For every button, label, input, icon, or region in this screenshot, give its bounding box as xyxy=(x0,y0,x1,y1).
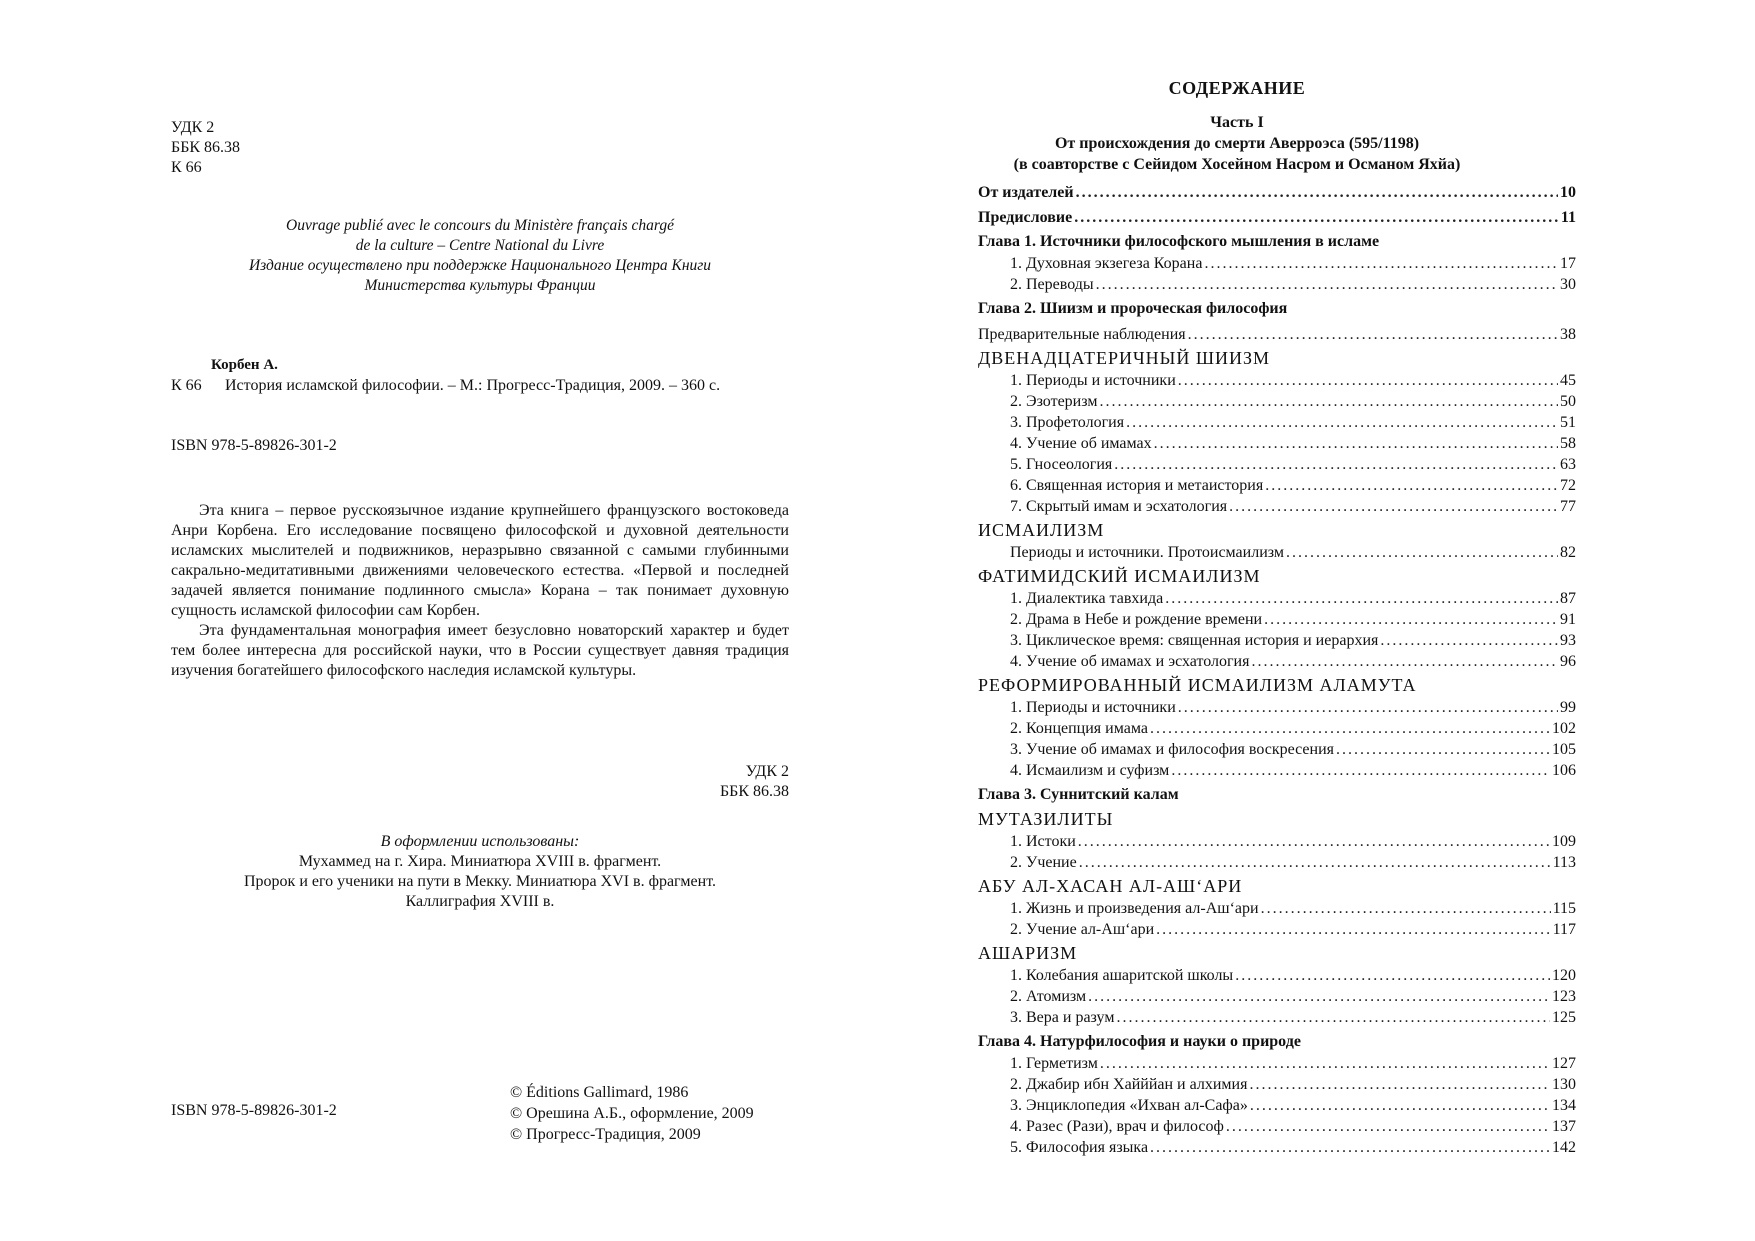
toc-page-number: 123 xyxy=(1552,988,1576,1005)
toc-leader-dots xyxy=(1099,391,1558,412)
toc-page-number: 115 xyxy=(1552,900,1576,917)
toc-entry[interactable] xyxy=(978,207,1576,228)
left-page xyxy=(0,0,877,1241)
toc-leader-dots xyxy=(1286,542,1558,563)
udk-line: УДК 2 xyxy=(745,763,789,780)
toc-entry-title: 1. Жизнь и произведения ал-Аш‘ари xyxy=(1010,900,1259,917)
card-author: Корбен А. xyxy=(211,357,278,373)
toc-entry[interactable] xyxy=(978,1137,1576,1158)
toc-entry-title: 2. Концепция имама xyxy=(1010,720,1148,737)
toc-entry[interactable] xyxy=(978,739,1576,760)
toc-leader-dots xyxy=(1264,609,1558,630)
toc-leader-dots xyxy=(1249,1074,1550,1095)
toc-chapter-heading: Глава 1. Источники философского мышления в исламе xyxy=(978,233,1380,250)
udk-bottom xyxy=(640,762,789,802)
annotation xyxy=(171,501,789,681)
toc-leader-dots xyxy=(1078,831,1550,852)
toc-entry-title: 5. Философия языка xyxy=(1010,1139,1149,1156)
toc-page-number: 113 xyxy=(1552,854,1576,871)
toc-page-number: 11 xyxy=(1560,209,1576,226)
card-code: К 66 xyxy=(171,377,202,394)
toc-entry-title: 5. Гносеология xyxy=(1010,456,1113,473)
toc-entry-title: 2. Атомизм xyxy=(1010,988,1087,1005)
toc-section-heading: ИСМАИЛИЗМ xyxy=(978,520,1105,540)
design-heading: В оформлении использованы: xyxy=(380,833,580,850)
toc-entry[interactable] xyxy=(978,898,1576,919)
toc-page-number: 102 xyxy=(1552,720,1576,737)
toc-page-number: 134 xyxy=(1552,1097,1576,1114)
toc-page-number: 99 xyxy=(1560,699,1576,716)
toc-leader-dots xyxy=(1261,898,1551,919)
toc-entry-title: 2. Учение xyxy=(1010,854,1077,871)
toc-title: СОДЕРЖАНИЕ xyxy=(1168,78,1306,98)
support-line: Издание осуществлено при поддержке Национального Центра Книги xyxy=(248,257,712,274)
toc-leader-dots xyxy=(1100,1053,1550,1074)
toc-leader-dots xyxy=(1079,852,1551,873)
toc-page-number: 72 xyxy=(1560,477,1576,494)
toc-entry[interactable] xyxy=(978,919,1576,940)
toc-entry[interactable] xyxy=(978,253,1576,274)
toc-page-number: 96 xyxy=(1560,653,1576,670)
toc-entry-title: Предварительные наблюдения xyxy=(978,326,1186,343)
toc-entry-title: 2. Драма в Небе и рождение времени xyxy=(1010,611,1263,628)
design-credits xyxy=(150,832,810,912)
toc-leader-dots xyxy=(1088,986,1550,1007)
toc-entry-title: 3. Учение об имамах и философия воскресения xyxy=(1010,741,1335,758)
toc-entry-title: 1. Периоды и источники xyxy=(1010,372,1176,389)
toc-leader-dots xyxy=(1074,207,1559,228)
toc-entry[interactable] xyxy=(978,852,1576,873)
toc-entry-title: 2. Учение ал-Аш‘ари xyxy=(1010,921,1155,938)
toc-chapter-heading: Глава 4. Натурфилософия и науки о природе xyxy=(978,1033,1301,1050)
toc-leader-dots xyxy=(1229,496,1558,517)
toc-page-number: 93 xyxy=(1560,632,1576,649)
toc-entry[interactable] xyxy=(978,1116,1576,1137)
toc-entry[interactable] xyxy=(978,965,1576,986)
toc-entry-title: 1. Герметизм xyxy=(1010,1055,1098,1072)
toc-page-number: 87 xyxy=(1560,590,1576,607)
bbk-line: ББК 86.38 xyxy=(171,139,241,156)
udk-block xyxy=(171,118,240,178)
toc-leader-dots xyxy=(1178,697,1558,718)
toc-entry[interactable] xyxy=(978,542,1576,563)
toc-entry-title: 3. Энциклопедия «Ихван ал-Сафа» xyxy=(1010,1097,1248,1114)
toc-entry[interactable] xyxy=(978,588,1576,609)
toc-entry[interactable] xyxy=(978,412,1576,433)
toc-entry[interactable] xyxy=(978,324,1576,345)
toc-page-number: 45 xyxy=(1560,372,1576,389)
toc-list xyxy=(978,178,1576,1158)
toc-entry-title: 3. Вера и разум xyxy=(1010,1009,1115,1026)
toc-section-heading: АШАРИЗМ xyxy=(978,943,1078,963)
toc-leader-dots xyxy=(1165,588,1558,609)
toc-page-number: 51 xyxy=(1560,414,1576,431)
toc-entry[interactable] xyxy=(978,831,1576,852)
toc-entry[interactable] xyxy=(978,1074,1576,1095)
card-entry xyxy=(171,377,720,395)
toc-entry-title: 1. Диалектика тавхида xyxy=(1010,590,1164,607)
toc-page-number: 63 xyxy=(1560,456,1576,473)
toc-page-number: 109 xyxy=(1552,833,1576,850)
bbk-line: ББК 86.38 xyxy=(719,783,789,800)
toc-leader-dots xyxy=(1380,630,1558,651)
annotation-paragraph: Эта фундаментальная монография имеет безусловно новаторский характер и будет тем более интересна для российской науки, что в России существует давняя традиция изучения богатейшего философского наследия исламской культуры. xyxy=(171,622,789,679)
toc-page-number: 38 xyxy=(1560,326,1576,343)
toc-entry-title: 6. Священная история и метаистория xyxy=(1010,477,1264,494)
toc-leader-dots xyxy=(1178,370,1558,391)
toc-leader-dots xyxy=(1171,760,1550,781)
toc-page-number: 137 xyxy=(1552,1118,1576,1135)
toc-page-number: 30 xyxy=(1560,276,1576,293)
copyright-line: © Éditions Gallimard, 1986 xyxy=(510,1084,689,1101)
toc-page-number: 10 xyxy=(1560,184,1576,201)
udk-line: УДК 2 xyxy=(171,119,215,136)
toc-entry-title: 2. Переводы xyxy=(1010,276,1094,293)
toc-entry-title: 3. Циклическое время: священная история и иерархия xyxy=(1010,632,1379,649)
part-coauthors: (в соавторстве с Сейидом Хосейном Насром и Османом Яхйа) xyxy=(1013,156,1461,173)
toc-entry-title: 1. Колебания ашаритской школы xyxy=(1010,967,1234,984)
support-line: Ouvrage publié avec le concours du Ministère français chargé xyxy=(286,217,674,234)
toc-entry[interactable] xyxy=(978,454,1576,475)
toc-entry[interactable] xyxy=(978,433,1576,454)
toc-section-heading: ДВЕНАДЦАТЕРИЧНЫЙ ШИИЗМ xyxy=(978,348,1271,368)
toc-entry-title: 1. Духовная экзегеза Корана xyxy=(1010,255,1203,272)
toc-leader-dots xyxy=(1154,433,1558,454)
isbn-bottom: ISBN 978-5-89826-301-2 xyxy=(171,1102,337,1119)
toc-leader-dots xyxy=(1126,412,1558,433)
toc-page-number: 105 xyxy=(1552,741,1576,758)
toc-entry-title: Периоды и источники. Протоисмаилизм xyxy=(1010,544,1284,561)
card-description: История исламской философии. – М.: Прогресс-Традиция, 2009. – 360 с. xyxy=(225,377,721,394)
toc-leader-dots xyxy=(1150,718,1550,739)
right-page xyxy=(877,0,1755,1241)
toc-leader-dots xyxy=(1336,739,1550,760)
toc-leader-dots xyxy=(1251,651,1558,672)
part-number: Часть I xyxy=(1210,114,1264,131)
toc-section-heading: ФАТИМИДСКИЙ ИСМАИЛИЗМ xyxy=(978,566,1261,586)
toc-entry-title: 7. Скрытый имам и эсхатология xyxy=(1010,498,1228,515)
toc-leader-dots xyxy=(1188,324,1558,345)
copyright-line: © Прогресс-Традиция, 2009 xyxy=(510,1126,701,1143)
toc-entry-title: 1. Истоки xyxy=(1010,833,1076,850)
toc-chapter-heading: Глава 2. Шиизм и пророческая философия xyxy=(978,300,1288,317)
toc-page-number: 117 xyxy=(1552,921,1576,938)
toc-page-number: 142 xyxy=(1552,1139,1576,1156)
part-title: От происхождения до смерти Аверроэса (595/1198) xyxy=(1054,135,1420,152)
toc-entry[interactable] xyxy=(978,651,1576,672)
toc-entry[interactable] xyxy=(978,391,1576,412)
toc-entry-title: 2. Джабир ибн Хайййан и алхимия xyxy=(1010,1076,1248,1093)
toc-entry[interactable] xyxy=(978,760,1576,781)
toc-entry[interactable] xyxy=(978,1053,1576,1074)
toc-entry-title: 3. Профетология xyxy=(1010,414,1125,431)
toc-entry-title: 4. Учение об имамах xyxy=(1010,435,1152,452)
toc-entry[interactable] xyxy=(978,697,1576,718)
toc-entry[interactable] xyxy=(978,1007,1576,1028)
isbn: ISBN 978-5-89826-301-2 xyxy=(171,437,337,454)
toc-entry-title: 4. Разес (Рази), врач и философ xyxy=(1010,1118,1224,1135)
toc-leader-dots xyxy=(1204,253,1558,274)
toc-section-heading: РЕФОРМИРОВАННЫЙ ИСМАИЛИЗМ АЛАМУТА xyxy=(978,675,1417,695)
toc-entry[interactable] xyxy=(978,182,1576,203)
toc-entry[interactable] xyxy=(978,475,1576,496)
toc-entry-title: От издателей xyxy=(978,184,1074,201)
toc-entry[interactable] xyxy=(978,609,1576,630)
support-line: Министерства культуры Франции xyxy=(364,277,596,294)
support-line: de la culture – Centre National du Livre xyxy=(355,237,605,254)
support-notice xyxy=(200,216,760,296)
toc-entry[interactable] xyxy=(978,370,1576,391)
toc-entry-title: 4. Учение об имамах и эсхатология xyxy=(1010,653,1250,670)
copyright-line: © Орешина А.Б., оформление, 2009 xyxy=(510,1105,754,1122)
toc-entry[interactable] xyxy=(978,986,1576,1007)
toc-page-number: 120 xyxy=(1552,967,1576,984)
toc-leader-dots xyxy=(1156,919,1550,940)
toc-entry[interactable] xyxy=(978,274,1576,295)
toc-page-number: 127 xyxy=(1552,1055,1576,1072)
copyright-block xyxy=(510,1082,754,1145)
toc-page-number: 125 xyxy=(1552,1009,1576,1026)
toc-leader-dots xyxy=(1096,274,1558,295)
toc-leader-dots xyxy=(1114,454,1558,475)
toc-entry-title: 2. Эзотеризм xyxy=(1010,393,1098,410)
annotation-paragraph: Эта книга – первое русскоязычное издание крупнейшего французского востоковеда Анри Корбена. Его исследование посвящено философской и духовной деятельности исламских мыслителей и подвижников, неразрывно связанной с самыми глубинными сакрально-медитативными движениями человеческого естества. «Первой и последней задачей является понимание подлинного смысла» Корана – так понимает духовную сущность исламской философии сам Корбен. xyxy=(171,502,789,619)
toc-chapter-heading: Глава 3. Суннитский калам xyxy=(978,786,1179,803)
toc-leader-dots xyxy=(1226,1116,1550,1137)
toc-section-heading: МУТАЗИЛИТЫ xyxy=(978,809,1114,829)
toc-entry[interactable] xyxy=(978,496,1576,517)
toc-leader-dots xyxy=(1235,965,1550,986)
design-line: Пророк и его ученики на пути в Мекку. Миниатюра XVI в. фрагмент. xyxy=(244,873,716,890)
toc-page-number: 17 xyxy=(1560,255,1576,272)
toc-page-number: 130 xyxy=(1552,1076,1576,1093)
toc-entry-title: 4. Исмаилизм и суфизм xyxy=(1010,762,1170,779)
design-line: Мухаммед на г. Хира. Миниатюра XVIII в. фрагмент. xyxy=(298,853,662,870)
toc-leader-dots xyxy=(1250,1095,1550,1116)
toc-leader-dots xyxy=(1265,475,1558,496)
part-heading xyxy=(877,112,1597,175)
toc-entry[interactable] xyxy=(978,630,1576,651)
toc-leader-dots xyxy=(1116,1007,1550,1028)
toc-entry-title: 1. Периоды и источники xyxy=(1010,699,1176,716)
toc-page-number: 91 xyxy=(1560,611,1576,628)
toc-leader-dots xyxy=(1076,182,1558,203)
toc-page-number: 106 xyxy=(1552,762,1576,779)
toc-page-number: 50 xyxy=(1560,393,1576,410)
toc-entry-title: Предисловие xyxy=(978,209,1073,226)
design-line: Каллиграфия XVIII в. xyxy=(405,893,555,910)
toc-section-heading: АБУ АЛ-ХАСАН АЛ-АШ‘АРИ xyxy=(978,876,1243,896)
toc-entry[interactable] xyxy=(978,718,1576,739)
toc-page-number: 77 xyxy=(1560,498,1576,515)
toc-leader-dots xyxy=(1150,1137,1550,1158)
toc-page-number: 82 xyxy=(1560,544,1576,561)
toc-entry[interactable] xyxy=(978,1095,1576,1116)
toc-page-number: 58 xyxy=(1560,435,1576,452)
author-sign-line: К 66 xyxy=(171,159,202,176)
